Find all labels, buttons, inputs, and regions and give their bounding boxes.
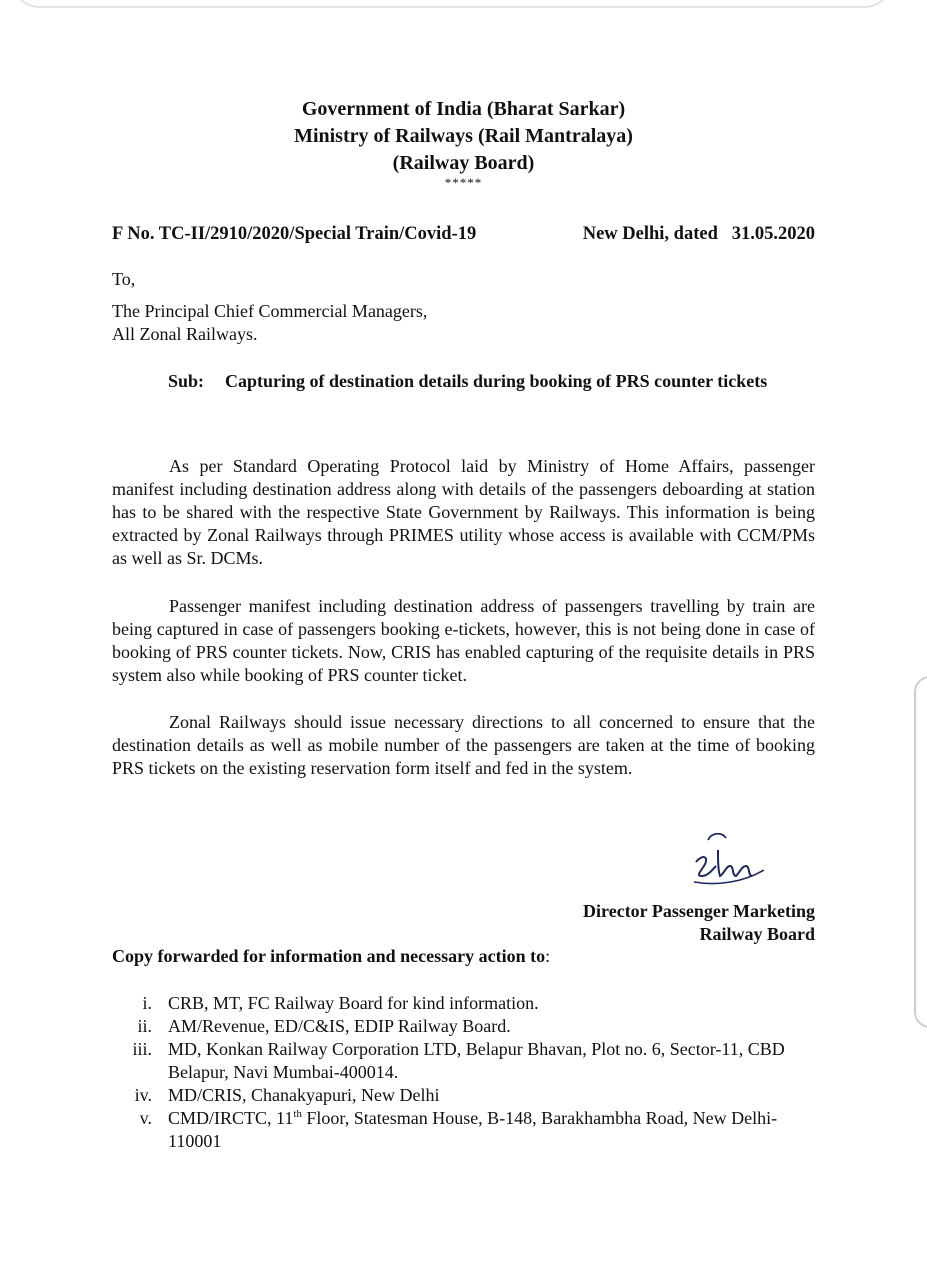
body-paragraph-1: As per Standard Operating Protocol laid by Ministry of Home Affairs, passenger manifest including destination address along with details of the passengers deboarding at station has to be shared with the respective State Government by Railways. This information is being extracted by Zonal Railways through PRIMES utility whose access is available with CCM/PMs as well as Sr. DCMs.: [112, 456, 815, 568]
letterhead-stars: *****: [444, 175, 483, 190]
handwritten-signature: [688, 826, 768, 890]
list-item: [112, 1015, 815, 1038]
file-number: F No. TC-II/2910/2020/Special Train/Covid-19: [112, 224, 477, 244]
salutation-to: To,: [112, 269, 136, 289]
addressee: [112, 300, 427, 346]
list-item-text: MD, Konkan Railway Corporation LTD, Belapur Bhavan, Plot no. 6, Sector-11, CBD Belapur, Navi Mumbai-400014.: [168, 1039, 785, 1082]
signatory-block: [583, 900, 815, 946]
letterhead-ministry: Ministry of Railways (Rail Mantralaya): [294, 125, 633, 147]
addressee-line-2: All Zonal Railways.: [112, 324, 258, 344]
list-item: [112, 1084, 815, 1107]
signatory-title: Director Passenger Marketing: [583, 901, 815, 921]
copy-forwarded-heading: [112, 945, 550, 968]
body-paragraph-3: Zonal Railways should issue necessary directions to all concerned to ensure that the destination details as well as mobile number of the passengers are taken at the time of booking PRS tickets on the existing reservation form itself and fed in the system.: [112, 712, 815, 778]
subject-text: Capturing of destination details during booking of PRS counter tickets: [225, 371, 768, 391]
letterhead-board: (Railway Board): [392, 152, 535, 174]
list-item-number: iii.: [132, 1039, 152, 1059]
list-item-number: v.: [139, 1108, 152, 1128]
list-item-text: [168, 1107, 815, 1153]
list-item-text-end: Floor, Statesman House, B-148, Barakhambha Road, New Delhi-110001: [168, 1108, 778, 1151]
addressee-line-1: The Principal Chief Commercial Managers,: [112, 301, 428, 321]
subject-label: Sub:: [168, 371, 205, 391]
letterhead-government: Government of India (Bharat Sarkar): [301, 98, 626, 120]
list-item-number: iv.: [134, 1085, 152, 1105]
list-item-text: MD/CRIS, Chanakyapuri, New Delhi: [168, 1085, 440, 1105]
signatory-org: Railway Board: [699, 924, 815, 944]
list-item-number: ii.: [137, 1016, 152, 1036]
copy-forwarded-label: Copy forwarded for information and necessary action to: [112, 946, 546, 966]
list-item-text-start: CMD/IRCTC, 11: [168, 1108, 294, 1128]
body-paragraph-2: Passenger manifest including destination address of passengers travelling by train are being captured in case of passengers booking e-tickets, however, this is not being done in case of booking of PRS counter tickets. Now, CRIS has enabled capturing of the requisite details in PRS system also while booking of PRS counter ticket.: [112, 596, 815, 685]
list-item: [112, 1038, 815, 1084]
list-item-number: i.: [142, 993, 152, 1013]
copy-forwarded-colon: :: [545, 946, 551, 966]
list-item-text: AM/Revenue, ED/C&IS, EDIP Railway Board.: [168, 1016, 511, 1036]
list-item-text: CRB, MT, FC Railway Board for kind information.: [168, 993, 539, 1013]
list-item: [112, 992, 815, 1015]
letterhead: [0, 96, 927, 177]
date-line: New Delhi, dated 31.05.2020: [582, 224, 815, 244]
recipient-list: [112, 992, 815, 1153]
ordinal-suffix: th: [293, 1108, 302, 1120]
list-item: [112, 1107, 815, 1153]
